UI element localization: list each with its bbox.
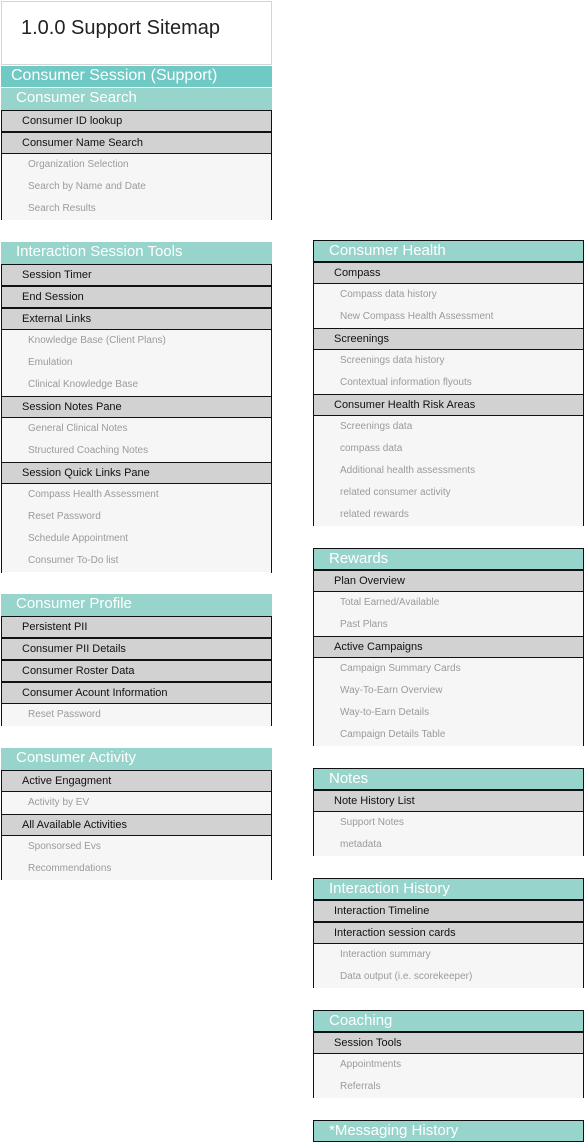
group-interaction-session-tools [1,242,272,573]
item-row: Contextual information flyouts [314,372,583,394]
item-row: Reset Password [2,506,271,528]
section-row: Interaction Timeline [313,900,584,922]
group-rewards [313,548,584,746]
section-row: Session Timer [1,264,272,286]
section-row: Consumer Roster Data [1,660,272,682]
item-row: Campaign Summary Cards [314,658,583,680]
group-consumer-search [1,88,272,220]
section-row: Active Campaigns [313,636,584,658]
item-row: Campaign Details Table [314,724,583,746]
group-heading: Coaching [313,1010,584,1032]
item-row: Structured Coaching Notes [2,440,271,462]
section-row: Consumer Acount Information [1,682,272,704]
item-row: related rewards [314,504,583,526]
group-heading: Consumer Search [1,88,272,110]
section-row: End Session [1,286,272,308]
section-row: Active Engagment [1,770,272,792]
root-node: Consumer Session (Support) [1,66,272,87]
item-row: Compass Health Assessment [2,484,271,506]
item-row: Screenings data history [314,350,583,372]
group-heading: Rewards [313,548,584,570]
item-row: Data output (i.e. scorekeeper) [314,966,583,988]
item-row: metadata [314,834,583,856]
item-row: Total Earned/Available [314,592,583,614]
group-heading: Consumer Profile [1,594,272,616]
group-coaching [313,1010,584,1098]
item-row: Screenings data [314,416,583,438]
section-row: All Available Activities [1,814,272,836]
section-row: Session Quick Links Pane [1,462,272,484]
item-row: compass data [314,438,583,460]
item-row: Recommendations [2,858,271,880]
section-row: Consumer ID lookup [1,110,272,132]
group-heading: Notes [313,768,584,790]
section-row: External Links [1,308,272,330]
item-row: Consumer To-Do list [2,550,271,572]
item-row: Way-To-Earn Overview [314,680,583,702]
group-heading: Interaction Session Tools [1,242,272,264]
group-heading: Interaction History [313,878,584,900]
item-row: Search by Name and Date [2,176,271,198]
group-consumer-profile [1,594,272,726]
section-row: Consumer Health Risk Areas [313,394,584,416]
item-row: Organization Selection [2,154,271,176]
item-row: Additional health assessments [314,460,583,482]
section-row: Plan Overview [313,570,584,592]
item-row: Referrals [314,1076,583,1098]
item-row: Emulation [2,352,271,374]
item-row: Clinical Knowledge Base [2,374,271,396]
section-row: Compass [313,262,584,284]
item-row: New Compass Health Assessment [314,306,583,328]
section-row: Session Tools [313,1032,584,1054]
section-row: Session Notes Pane [1,396,272,418]
section-row: Interaction session cards [313,922,584,944]
group-consumer-health [313,240,584,526]
section-row: Note History List [313,790,584,812]
group-messaging-history [313,1120,584,1142]
item-row: Appointments [314,1054,583,1076]
group-heading: Consumer Activity [1,748,272,770]
item-row: Schedule Appointment [2,528,271,550]
group-notes [313,768,584,856]
section-row: Screenings [313,328,584,350]
item-row: Support Notes [314,812,583,834]
item-row: related consumer activity [314,482,583,504]
item-row: Search Results [2,198,271,220]
sitemap-title: 1.0.0 Support Sitemap [21,17,221,39]
item-row: Reset Password [2,704,271,726]
group-consumer-activity [1,748,272,880]
section-row: Consumer Name Search [1,132,272,154]
section-row: Persistent PII [1,616,272,638]
item-row: Activity by EV [2,792,271,814]
item-row: Compass data history [314,284,583,306]
item-row: Sponsorsed Evs [2,836,271,858]
section-row: Consumer PII Details [1,638,272,660]
group-heading: *Messaging History [313,1120,584,1142]
item-row: General Clinical Notes [2,418,271,440]
group-heading: Consumer Health [313,240,584,262]
item-row: Knowledge Base (Client Plans) [2,330,271,352]
group-interaction-history [313,878,584,988]
item-row: Interaction summary [314,944,583,966]
item-row: Way-to-Earn Details [314,702,583,724]
item-row: Past Plans [314,614,583,636]
